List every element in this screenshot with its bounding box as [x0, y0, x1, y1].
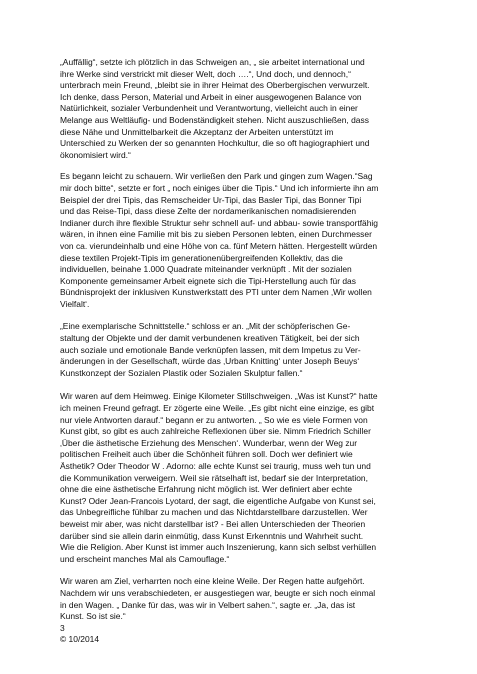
text-line: änderungen in der Gesellschaft, würde das ‚Urban Knitting‘ unter Joseph Beuys‘: [60, 356, 360, 367]
text-line: ohne die eine ästhetische Erfahrung nicht möglich ist. Wer definiert aber echte: [60, 484, 353, 495]
text-line: Ich denke, dass Person, Material und Arbeit in einer ausgewogenen Balance von: [60, 91, 362, 102]
text-line: Indianer durch ihre flexible Struktur sehr schnell auf- und abbau- sowie transportfähig: [60, 217, 378, 228]
text-line: Komponente gemeinsamer Arbeit eignete sich die Tipi-Herstellung auch für das: [60, 275, 356, 286]
paragraph-5: [60, 576, 437, 622]
text-line: staltung der Objekte und der damit verbundenen kreativen Tätigkeit, bei der sich: [60, 333, 360, 344]
paragraph-1: [60, 57, 437, 161]
text-line: mir doch bitte“, setzte er fort „ noch einiges über die Tipis.“ Und ich informierte ihn am: [60, 182, 379, 193]
text-line: „Auffällig“, setzte ich plötzlich in das Schweigen an, „ sie arbeitet international und: [60, 57, 365, 67]
text-line: Es begann leicht zu schauern. Wir verließen den Park und gingen zum Wagen.“Sag: [60, 171, 373, 182]
text-line: individuellen, beinahe 1.000 Quadrate miteinander verknüpft . Mit der sozialen: [60, 264, 352, 275]
text-line: die Kommunikation verweigern. Weil sie rätselhaft ist, bedarf sie der Interpretation,: [60, 472, 368, 483]
text-line: politischen Freiheit auch über die Schönheit führen soll. Doch wer definiert wie: [60, 449, 353, 460]
text-line: das Unbegreifliche fühlbar zu machen und das Nichtdarstellbare darzustellen. Wer: [60, 507, 368, 518]
text-line: in den Wagen. „ Danke für das, was wir in Velbert sahen.“, sagte er. „Ja, das ist: [60, 599, 356, 610]
text-line: Beispiel der drei Tipis, das Remscheider Ur-Tipi, das Basler Tipi, das Bonner Tipi: [60, 194, 362, 205]
text-line: und das Reise-Tipi, dass diese Zelte der nordamerikanischen nomadisierenden: [60, 206, 357, 217]
text-line: und erscheint manches Mal als Camouflage.“: [60, 553, 230, 564]
text-line: auch soziale und emotionale Bande verknüpfen lassen, mit dem Impetus zu Ver-: [60, 344, 361, 355]
paragraph-3: [60, 321, 437, 379]
text-line: wären, in ihnen eine Familie mit bis zu sieben Personen lebten, einen Durchmesser: [60, 229, 372, 240]
text-line: Melange aus Weltläufig- und Bodenständigkeit stehen. Nicht auszuschließen, dass: [60, 114, 369, 125]
copyright-notice: © 10/2014: [60, 634, 100, 645]
text-line: Kunst gibt, so gibt es auch zahlreiche Reflexionen über sie. Nimm Friedrich Schiller: [60, 426, 371, 437]
text-line: Bündnisprojekt der inklusiven Kunstwerkstatt des PTI unter dem Namen ‚Wir wollen: [60, 287, 372, 298]
text-line: Unterschied zu Werken der so genannten Hochkultur, die so oft hagiographiert und: [60, 138, 370, 149]
text-line: ihre Werke sind verstrickt mit dieser Welt, doch ….“, Und doch, und dennoch,“: [60, 68, 351, 79]
text-line: beweist mir aber, was nicht darstellbar ist? - Bei allen Unterschieden der Theorien: [60, 518, 366, 529]
page-number: 3: [60, 622, 65, 633]
text-line: Kunst. So ist sie.“: [60, 611, 126, 622]
text-line: von ca. vierundeinhalb und eine Höhe von ca. fünf Metern hätten. Hergestellt würden: [60, 240, 378, 251]
paragraph-4: [60, 391, 437, 565]
text-line: Wir waren am Ziel, verharrten noch eine kleine Weile. Der Regen hatte aufgehört.: [60, 576, 365, 587]
text-line: ich meinen Freund gefragt. Er zögerte eine Weile. „Es gibt nicht eine einzige, es gibt: [60, 403, 375, 414]
text-line: ‚Über die ästhetische Erziehung des Menschen‘. Wunderbar, wenn der Weg zur: [60, 437, 358, 448]
text-line: Nachdem wir uns verabschiedeten, er ausgestiegen war, beugte er sich noch einmal: [60, 587, 376, 598]
text-line: ökonomisiert wird.“: [60, 149, 131, 160]
text-line: nur viele Antworten darauf.“ begann er zu antworten. „ So wie es viele Formen von: [60, 414, 368, 425]
text-line: Ästhetik? Oder Theodor W . Adorno: alle echte Kunst sei traurig, muss weh tun und: [60, 461, 371, 471]
text-line: Kunst? Oder Jean-Francois Lyotard, der sagt, die eigentliche Aufgabe von Kunst sei,: [60, 495, 376, 506]
text-line: diese textilen Projekt-Tipis im generationenübergreifenden Kollektiv, das die: [60, 252, 343, 263]
text-line: Natürlichkeit, sozialer Verbundenheit und Verantwortung, vielleicht auch in einer: [60, 103, 358, 114]
text-line: Wir waren auf dem Heimweg. Einige Kilometer Stillschweigen. „Was ist Kunst?“ hatte: [60, 391, 378, 402]
text-line: Wie die Religion. Aber Kunst ist immer auch Inszenierung, kann sich selbst verhüllen: [60, 542, 377, 553]
paragraph-2: [60, 171, 437, 310]
text-line: unterbrach mein Freund, „bleibt sie in ihrer Heimat des Oberbergischen verwurzelt.: [60, 80, 370, 91]
text-line: diese Nähe und Unmittelbarkeit die Akzeptanz der Arbeiten unterstützt im: [60, 126, 334, 137]
text-line: Vielfalt‘.: [60, 298, 90, 309]
text-line: „Eine exemplarische Schnittstelle.“ schloss er an. „Mit der schöpferischen Ge-: [60, 321, 351, 332]
text-line: Kunstkonzept der Sozialen Plastik oder Sozialen Skulptur fallen.“: [60, 367, 303, 378]
text-line: darüber sind sie allein darin einmütig, dass Kunst Erkenntnis und Wahrheit sucht.: [60, 530, 364, 541]
